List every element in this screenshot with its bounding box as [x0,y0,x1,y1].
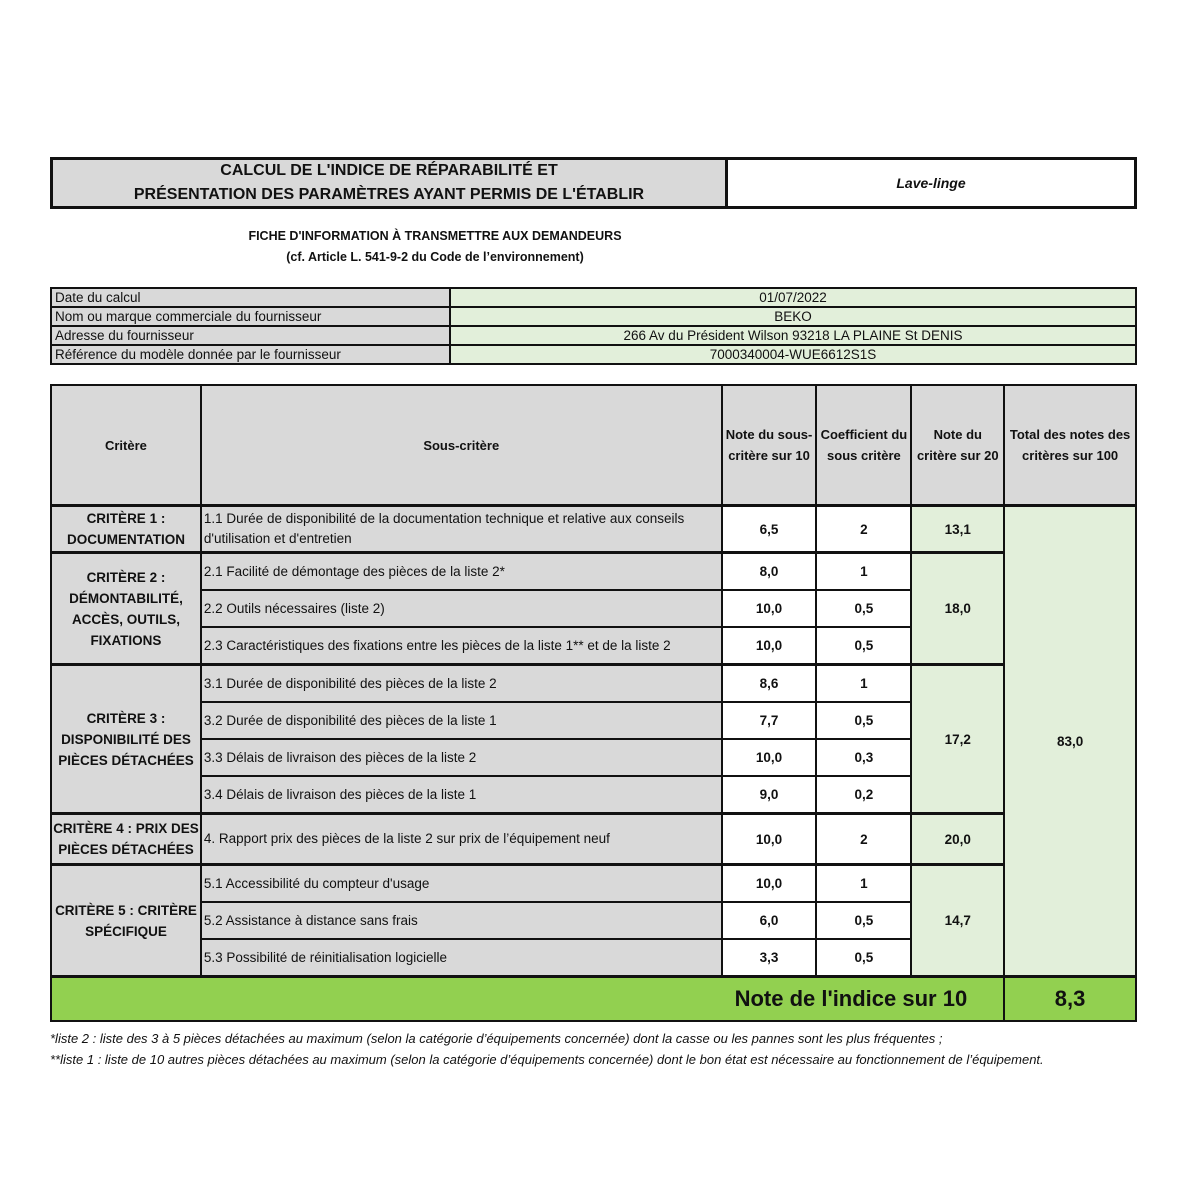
info-label: Référence du modèle donnée par le fournisseur [51,345,450,364]
info-row [51,326,1136,345]
col-header-sous-critere: Sous-critère [201,385,722,506]
subcriterion-note: 8,6 [722,665,817,703]
subcriterion-coef: 2 [816,814,911,865]
info-value: 266 Av du Président Wilson 93218 LA PLAINE St DENIS [450,326,1136,345]
col-header-coef: Coefficient du sous critère [816,385,911,506]
criterion-5-name: CRITÈRE 5 : CRITÈRE SPÉCIFIQUE [51,865,201,977]
criterion-2-score: 18,0 [911,553,1004,665]
subcriterion-coef: 0,5 [816,627,911,665]
col-header-total: Total des notes des critères sur 100 [1004,385,1136,506]
supplier-info-table [50,287,1137,365]
criterion-2-name: CRITÈRE 2 : DÉMONTABILITÉ, ACCÈS, OUTILS, FIXATIONS [51,553,201,665]
subcriterion-coef: 1 [816,665,911,703]
subcriterion-coef: 0,3 [816,739,911,776]
final-score-row [51,977,1136,1022]
subcriterion-note: 9,0 [722,776,817,814]
subcriterion-label: 3.1 Durée de disponibilité des pièces de la liste 2 [201,665,722,703]
criteria-header-row [51,385,1136,506]
product-type: Lave-linge [896,175,966,191]
criterion-4-score: 20,0 [911,814,1004,865]
repairability-sheet [50,157,1137,1070]
criterion-1-name: CRITÈRE 1 : DOCUMENTATION [51,506,201,553]
subcriterion-label: 5.1 Accessibilité du compteur d'usage [201,865,722,903]
subcriterion-label: 3.4 Délais de livraison des pièces de la liste 1 [201,776,722,814]
footnote-list1: **liste 1 : liste de 10 autres pièces détachées au maximum (selon la catégorie d’équipements concernée) dont le bon état est nécessaire au fonctionnement de l’équipement. [50,1052,1044,1067]
final-score-label: Note de l'indice sur 10 [51,977,1004,1022]
subcriterion-coef: 0,5 [816,939,911,977]
table-row [51,814,1136,865]
subcriterion-coef: 1 [816,865,911,903]
subcriterion-coef: 2 [816,506,911,553]
subcriterion-coef: 0,5 [816,590,911,627]
subcriterion-note: 6,5 [722,506,817,553]
subcriterion-note: 10,0 [722,865,817,903]
info-label: Nom ou marque commerciale du fournisseur [51,307,450,326]
col-header-note-sous: Note du sous-critère sur 10 [722,385,817,506]
subcriterion-note: 10,0 [722,590,817,627]
subcriterion-label: 3.2 Durée de disponibilité des pièces de la liste 1 [201,702,722,739]
criterion-5-score: 14,7 [911,865,1004,977]
footnote-list2: *liste 2 : liste des 3 à 5 pièces détachées au maximum (selon la catégorie d’équipements concernée) dont la casse ou les pannes sont les plus fréquentes ; [50,1031,943,1046]
header-box [50,157,1137,209]
criterion-1-score: 13,1 [911,506,1004,553]
subheader-line2: (cf. Article L. 541-9-2 du Code de l’environnement) [286,250,584,264]
col-header-critere: Critère [51,385,201,506]
table-row [51,665,1136,703]
subcriterion-label: 2.2 Outils nécessaires (liste 2) [201,590,722,627]
subcriterion-label: 1.1 Durée de disponibilité de la documentation technique et relative aux conseils d'utilisation et d'entretien [201,506,722,553]
criterion-3-score: 17,2 [911,665,1004,814]
subcriterion-note: 10,0 [722,739,817,776]
info-label: Date du calcul [51,288,450,307]
info-row [51,345,1136,364]
table-row [51,865,1136,903]
table-row [51,553,1136,591]
subcriterion-coef: 0,2 [816,776,911,814]
subcriterion-label: 3.3 Délais de livraison des pièces de la liste 2 [201,739,722,776]
info-label: Adresse du fournisseur [51,326,450,345]
subcriterion-note: 10,0 [722,814,817,865]
header-title [53,160,728,206]
subcriterion-note: 7,7 [722,702,817,739]
criterion-3-name: CRITÈRE 3 : DISPONIBILITÉ DES PIÈCES DÉTACHÉES [51,665,201,814]
col-header-note-critere: Note du critère sur 20 [911,385,1004,506]
table-row [51,506,1136,553]
subcriterion-note: 10,0 [722,627,817,665]
info-row [51,307,1136,326]
subcriterion-coef: 1 [816,553,911,591]
subheader [50,226,820,268]
header-title-line1: CALCUL DE L'INDICE DE RÉPARABILITÉ ET [220,162,558,179]
info-value: 7000340004-WUE6612S1S [450,345,1136,364]
subcriterion-label: 5.2 Assistance à distance sans frais [201,902,722,939]
subheader-line1: FICHE D'INFORMATION À TRANSMETTRE AUX DEMANDEURS [248,229,622,243]
subcriterion-coef: 0,5 [816,702,911,739]
subcriterion-coef: 0,5 [816,902,911,939]
total-score-100: 83,0 [1004,506,1136,977]
subcriterion-label: 2.1 Facilité de démontage des pièces de la liste 2* [201,553,722,591]
subcriterion-label: 4. Rapport prix des pièces de la liste 2 sur prix de l’équipement neuf [201,814,722,865]
subcriterion-note: 6,0 [722,902,817,939]
subcriterion-note: 3,3 [722,939,817,977]
subcriterion-label: 2.3 Caractéristiques des fixations entre les pièces de la liste 1** et de la liste 2 [201,627,722,665]
subcriterion-note: 8,0 [722,553,817,591]
final-score-value: 8,3 [1004,977,1136,1022]
footnotes [50,1028,1137,1070]
criterion-4-name: CRITÈRE 4 : PRIX DES PIÈCES DÉTACHÉES [51,814,201,865]
info-value: 01/07/2022 [450,288,1136,307]
info-value: BEKO [450,307,1136,326]
header-title-line2: PRÉSENTATION DES PARAMÈTRES AYANT PERMIS DE L'ÉTABLIR [133,186,645,203]
info-row [51,288,1136,307]
subcriterion-label: 5.3 Possibilité de réinitialisation logicielle [201,939,722,977]
criteria-table [50,384,1137,1022]
